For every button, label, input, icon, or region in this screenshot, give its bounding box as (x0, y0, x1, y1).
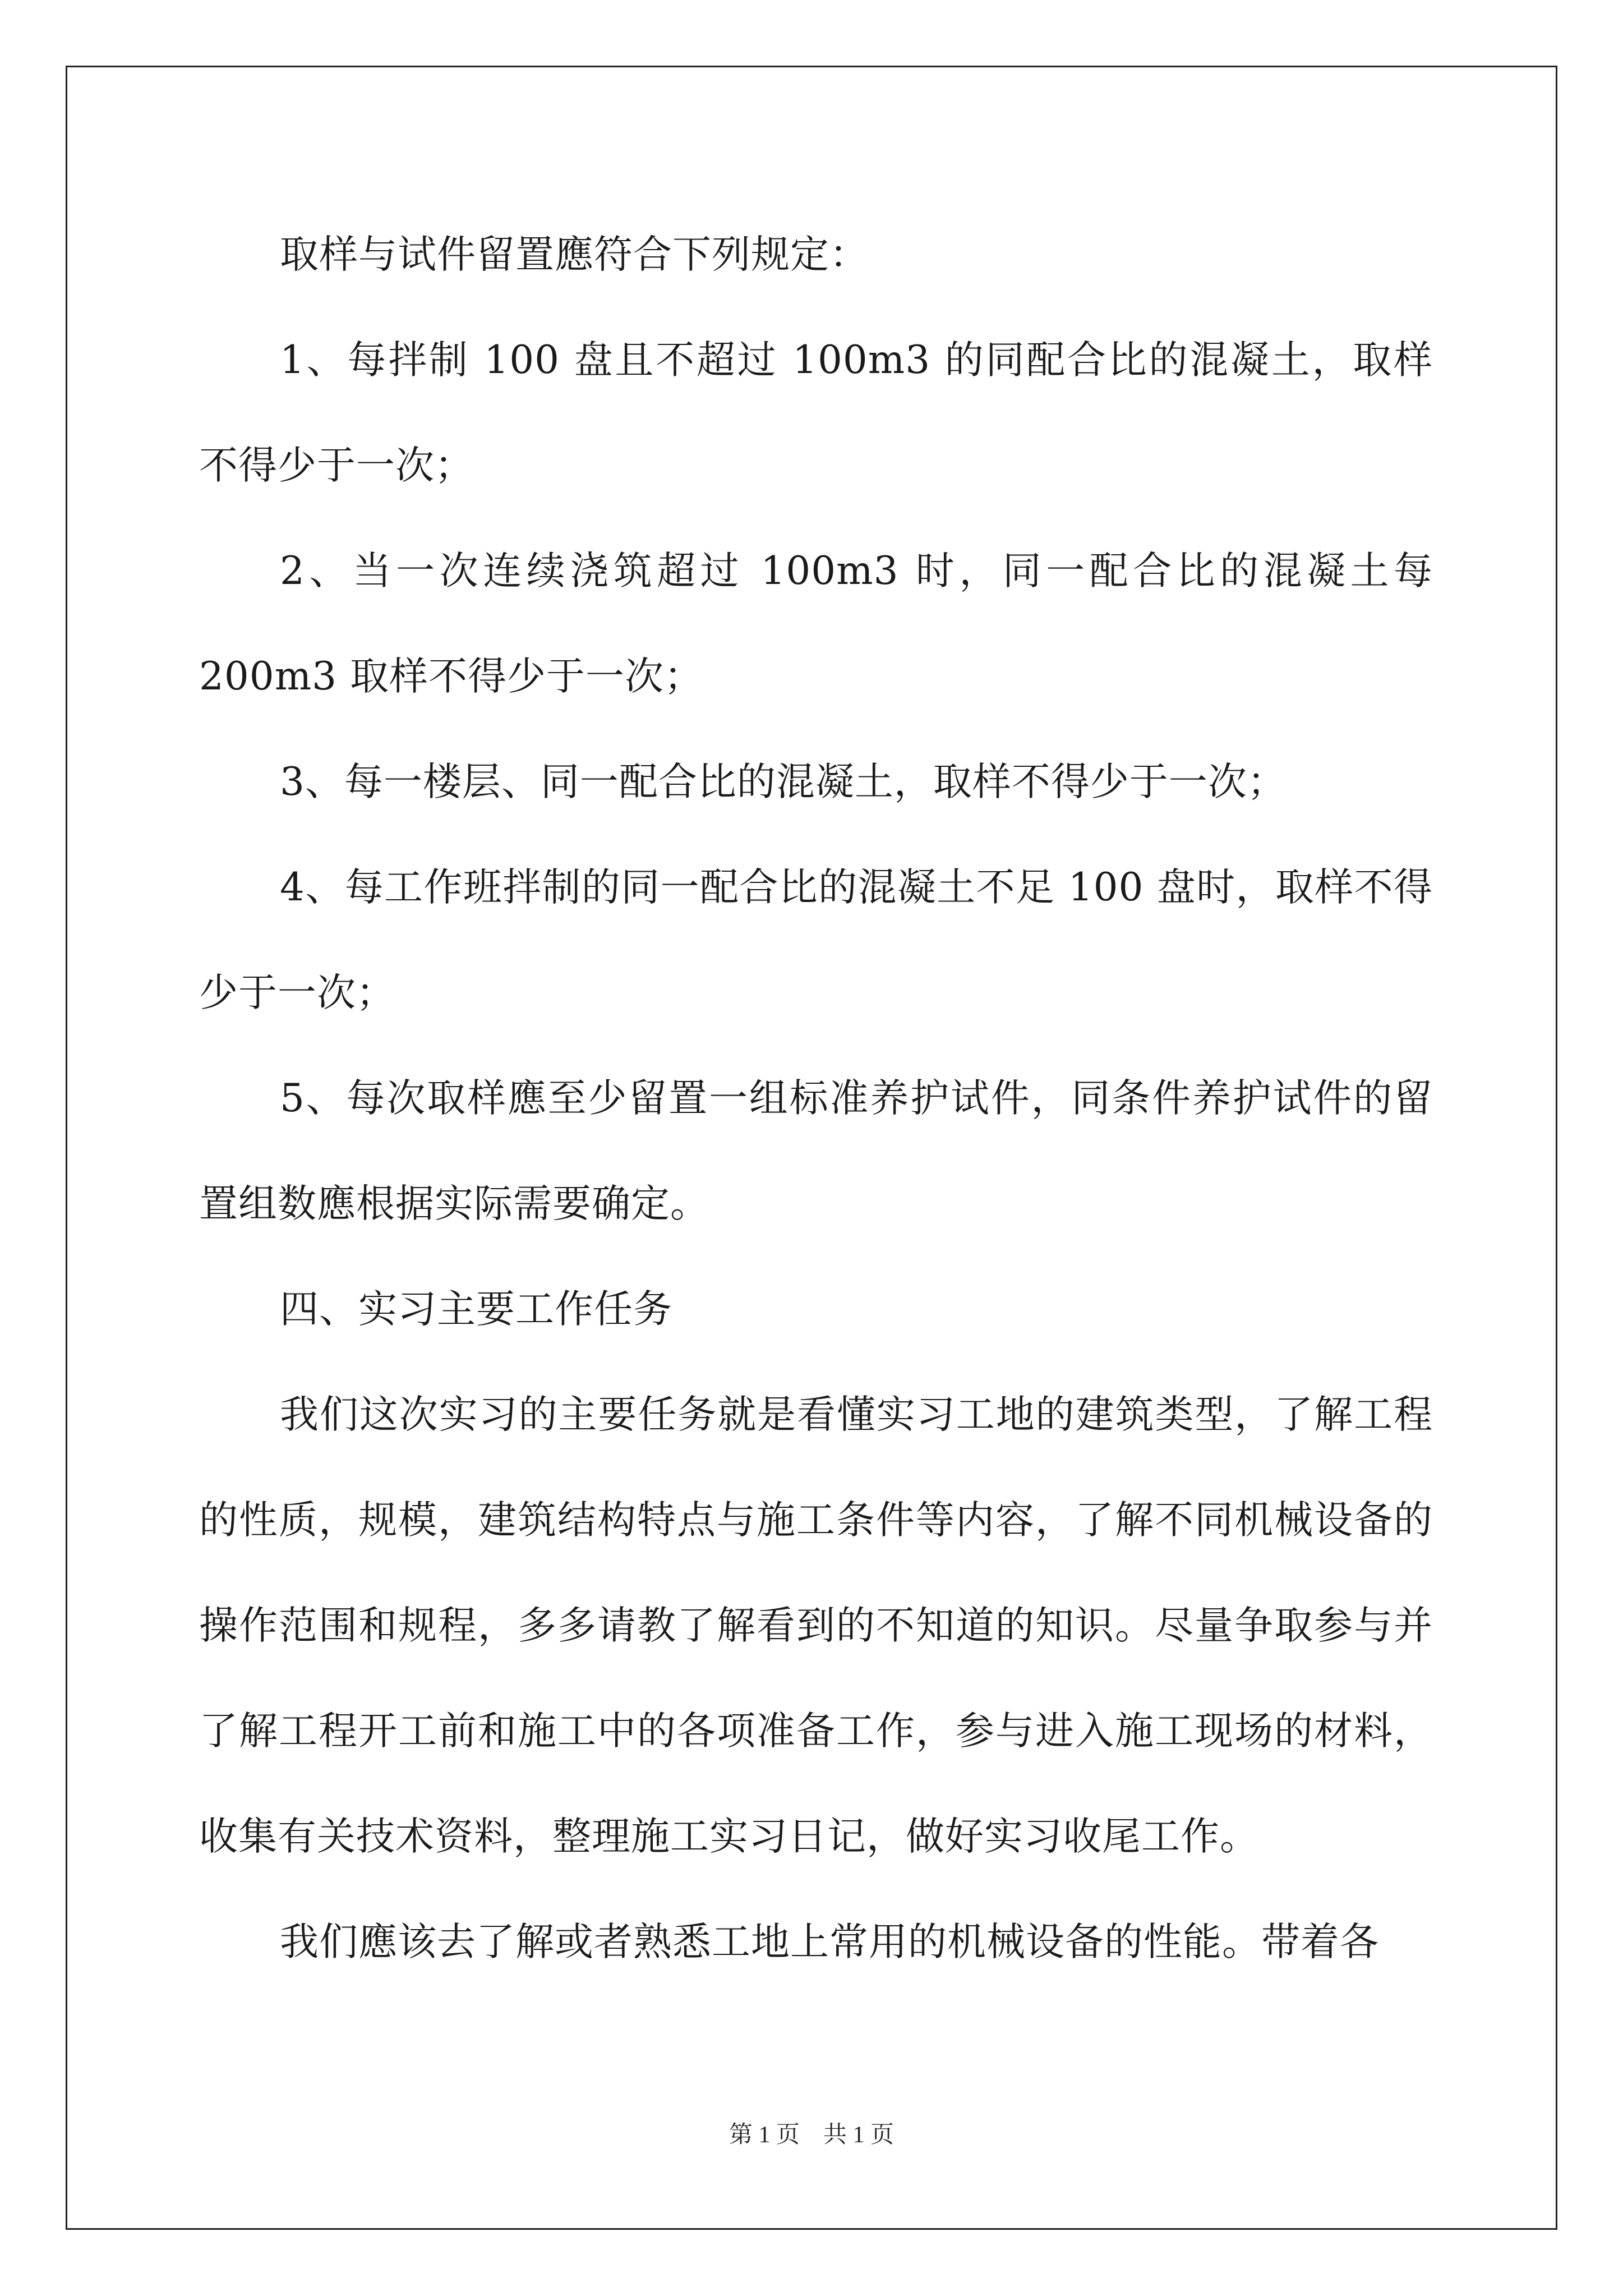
paragraph: 我们这次实习的主要任务就是看懂实习工地的建筑类型，了解工程的性质，规模，建筑结构特点与施工条件等内容，了解不同机械设备的操作范围和规程，多多请教了解看到的不知道的知识。尽量争取参与并了解工程开工前和施工中的各项准备工作，参与进入施工现场的材料，收集有关技术资料，整理施工实习日记，做好实习收尾工作。 (199, 1392, 1433, 1859)
list-item: 4、每工作班拌制的同一配合比的混凝土不足 100 盘时，取样不得少于一次； (199, 865, 1433, 1015)
page-number: 第 1 页 共 1 页 (728, 2122, 894, 2148)
document-body (199, 202, 1433, 1995)
paragraph: 我们應该去了解或者熟悉工地上常用的机械设备的性能。带着各 (280, 1920, 1379, 1964)
list-item: 2、当一次连续浇筑超过 100m3 时，同一配合比的混凝土每 200m3 取样不得少于一次； (199, 549, 1433, 699)
list-item: 1、每拌制 100 盘且不超过 100m3 的同配合比的混凝土，取样不得少于一次； (199, 338, 1433, 488)
list-item: 5、每次取样應至少留置一组标准养护试件，同条件养护试件的留置组数應根据实际需要确定。 (199, 1076, 1433, 1226)
paragraph: 取样与试件留置應符合下列规定： (280, 232, 869, 277)
list-item: 3、每一楼层、同一配合比的混凝土，取样不得少于一次； (280, 760, 1287, 804)
section-heading: 四、实习主要工作任务 (280, 1287, 672, 1332)
